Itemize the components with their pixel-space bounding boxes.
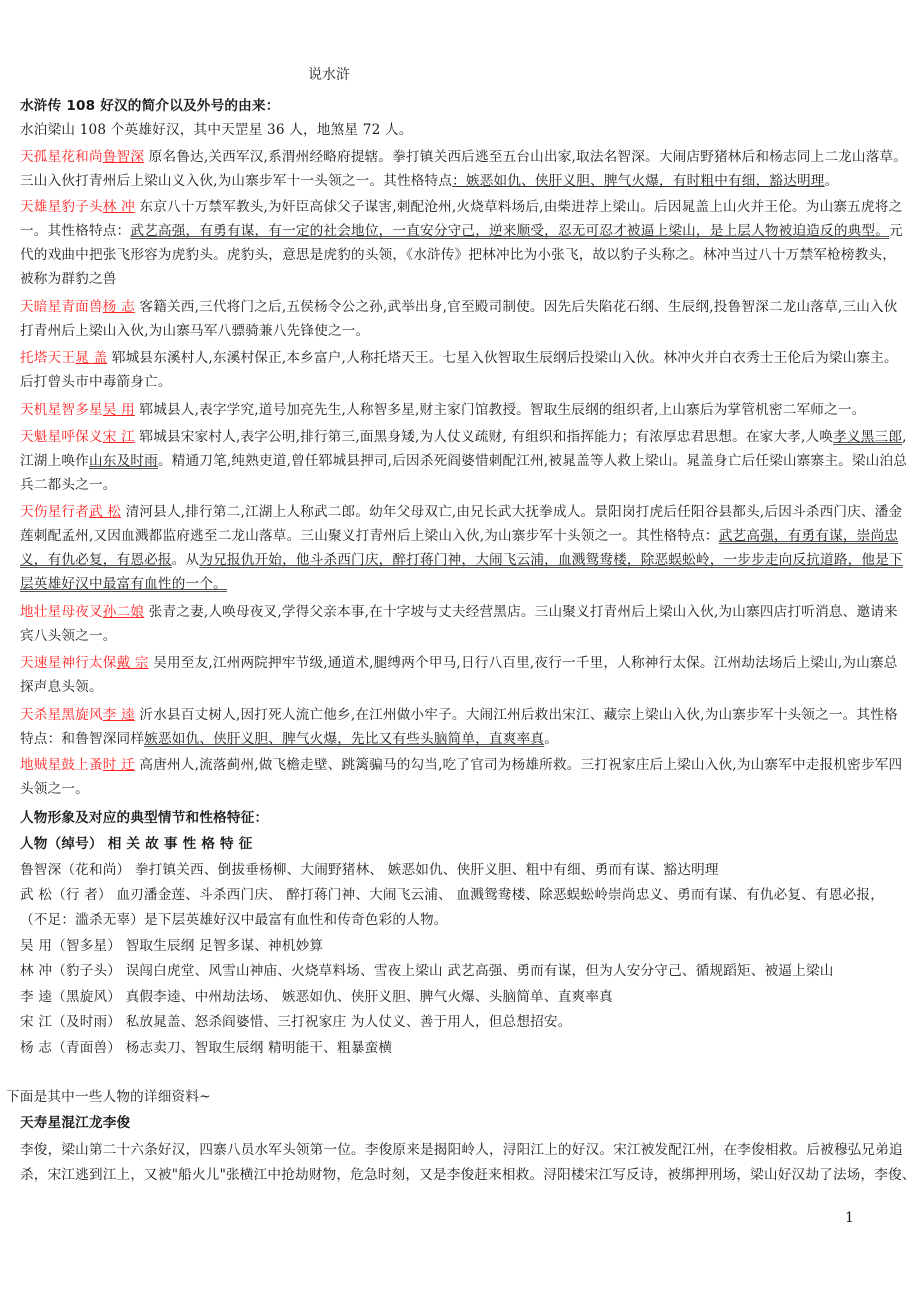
hero-line: 头领之一。 (20, 781, 89, 797)
traits-row: 杨 志（青面兽） 杨志卖刀、智取生辰纲 精明能干、粗暴蛮横 (20, 1040, 393, 1056)
hero-line (20, 575, 227, 593)
hero-text: 东京八十万禁军教头,为奸臣高俅父子谋害,刺配沧州,火烧草料场后,由柴进荐上梁山。后因晁盖上山火并王伦。为山寨五虎将之 (134, 199, 903, 215)
hero-text: 特点：和鲁智深同样 (20, 731, 145, 747)
hero-title: 天雄星豹子头 (20, 199, 103, 215)
hero-name: 宋 江 (102, 429, 135, 445)
hero-line (20, 730, 558, 748)
page-number: 1 (845, 1210, 854, 1226)
hero-text: 。从 (171, 552, 200, 568)
hero-title: 地壮星母夜叉 (20, 604, 103, 620)
hero-text: 郓城县宋家村人,表字公明,排行第三,面黑身矮,为人仗义疏财, 有组织和指挥能力；有浓厚忠君思想。在家大孝,人唤 (134, 429, 834, 445)
details-intro: 下面是其中一些人物的详细资料~ (6, 1089, 211, 1105)
hero-text: 郓城县东溪村人,东溪村保正,本乡富户,人称托塔天王。七星入伙智取生辰纲后投梁山入伙。林冲火并白衣秀士王伦后为梁山寨主。 (107, 350, 898, 366)
hero-nickname: 孝义黑三郎 (833, 429, 903, 445)
hero-traits: 嫉恶如仇、侠肝义胆、脾气火爆，先比又有些头脑简单，直爽率真 (144, 731, 545, 747)
hero-text: 元 (889, 223, 903, 239)
hero-line (20, 401, 865, 419)
hero-story: 为兄报仇开始，他斗杀西门庆，醉打蒋门神，大闹飞云浦，血溅鸳鸯楼，除恶蜈蚣岭，一步步走向反抗道路，他是下 (199, 552, 903, 568)
hero-text: , (902, 429, 907, 445)
traits-row: （不足：滥杀无辜）是下层英雄好汉中最富有血性和传奇色彩的人物。 (20, 912, 448, 928)
hero-title: 天杀星黑旋风 (20, 707, 103, 723)
hero-title: 天速星神行太保 (20, 655, 117, 671)
hero-line (20, 756, 902, 774)
hero-title: 托塔天王 (20, 350, 76, 366)
hero-title: 地贼星鼓上蚤 (20, 757, 103, 773)
hero-text: 吴用至友,江州两院押牢节级,通道术,腿缚两个甲马,日行八百里,夜行一千里，人称神行太保。江州劫法场后上梁山,为山寨总 (148, 655, 898, 671)
hero-text: 原名鲁达,关西军汉,系渭州经略府提辖。拳打镇关西后逃至五台山出家,取法名智深。大闹店野猪林后和杨志同上二龙山落草。 (144, 149, 908, 165)
hero-traits: 武艺高强，有勇有谋，有一定的社会地位，一直安分守己，逆来顺受，忍无可忍才被逼上梁山，是上层人物被迫造反的典型。 (130, 223, 890, 239)
hero-traits: 武艺高强，有勇有谋，崇尚忠 (718, 528, 899, 544)
traits-row: 吴 用（智多星） 智取生辰纲 足智多谋、神机妙算 (20, 938, 324, 954)
hero-line (20, 654, 898, 672)
hero-line: 后打曾头市中毒箭身亡。 (20, 374, 172, 390)
hero-line (20, 503, 902, 521)
details-line: 李俊，梁山第二十六条好汉，四寨八员水军头领第一位。李俊原来是揭阳岭人，浔阳江上的好汉。宋江被发配江州，在李俊相救。后被穆弘兄弟追 (20, 1142, 903, 1158)
hero-line (20, 706, 898, 724)
hero-text: 沂水县百丈树人,因打死人流亡他乡,在江州做小牢子。大闹江州后救出宋江、藏宗上梁山入伙,为山寨步军十头领之一。其性格 (134, 707, 898, 723)
hero-text: 张青之妻,人唤母夜叉,学得父亲本事,在十字坡与丈夫经营黑店。三山聚义打青州后上梁山入伙,为山寨四店打听消息、邀请来 (144, 604, 898, 620)
hero-title: 天暗星青面兽 (20, 299, 103, 315)
hero-text: 清河县人,排行第二,江湖上人称武二郎。幼年父母双亡,由兄长武大抚拳成人。景阳岗打虎后任阳谷县都头,后因斗杀西门庆、潘金 (121, 504, 903, 520)
traits-row: 鲁智深（花和尚） 拳打镇关西、倒拔垂杨柳、大闹野猪林、 嫉恶如仇、侠肝义胆、粗中有细、勇而有谋、豁达明理 (20, 862, 719, 878)
hero-line (20, 298, 898, 316)
hero-line (20, 428, 907, 446)
hero-traits: 义，有仇必复，有恩必报 (20, 552, 172, 568)
traits-heading: 人物形象及对应的典型情节和性格特征： (20, 810, 269, 826)
hero-line (20, 603, 898, 621)
hero-line (20, 198, 902, 216)
hero-traits: ：嫉恶如仇、侠肝义胆、脾气火爆，有时粗中有细，豁达明理 (452, 173, 825, 189)
hero-line: 打青州后上梁山入伙,为山寨马军八骠骑兼八先锋使之一。 (20, 323, 370, 339)
hero-line: 被称为群豹之兽 (20, 271, 117, 287)
hero-name: 鲁智深 (102, 149, 145, 165)
hero-story: 层英雄好汉中最富有血性的一个。 (20, 576, 227, 592)
intro-summary: 水泊梁山 108 个英雄好汉，其中天罡星 36 人，地煞星 72 人。 (20, 122, 413, 138)
traits-row: 林 冲（豹子头） 误闯白虎堂、风雪山神庙、火烧草料场、雪夜上梁山 武艺高强、勇而有谋，但为人安分守己、循规蹈矩、被逼上梁山 (20, 963, 834, 979)
traits-row: 宋 江（及时雨） 私放晁盖、怒杀阎婆惜、三打祝家庄 为人仗义、善于用人，但总想招安。 (20, 1014, 572, 1030)
hero-line (20, 172, 838, 190)
hero-line: 探声息头领。 (20, 679, 103, 695)
hero-title: 天魁星呼保义 (20, 429, 103, 445)
hero-line: 宾八头领之一。 (20, 628, 117, 644)
hero-text: 。 (544, 731, 558, 747)
hero-text: 一。其性格特点： (20, 223, 131, 239)
hero-text: 高唐州人,流落蓟州,做飞檐走壁、跳篱骗马的勾当,吃了官司为杨雄所救。三打祝家庄后上梁山入伙,为山寨军中走报机密步军四 (134, 757, 903, 773)
document-title: 说水浒 (308, 67, 350, 83)
hero-line (20, 551, 903, 569)
hero-line (20, 527, 898, 545)
hero-text: 江湖上唤作 (20, 453, 89, 469)
traits-row: 李 逵（黑旋风） 真假李逵、中州劫法场、 嫉恶如仇、侠肝义胆、脾气火爆、头脑简单、直爽率真 (20, 989, 613, 1005)
hero-name: 吴 用 (102, 402, 135, 418)
hero-line (20, 452, 907, 470)
hero-line (20, 148, 907, 166)
hero-text: 客籍关西,三代将门之后,五侯杨令公之孙,武举出身,官至殿司制使。因先后失陷花石纲、生辰纲,投鲁智深二龙山落草,三山入伙 (134, 299, 898, 315)
hero-line (20, 349, 898, 367)
hero-text: 。精通刀笔,纯熟吏道,曾任郓城县押司,后因杀死阎婆惜刺配江州,被晁盖等人救上梁山。晁盖身亡后任梁山寨寨主。梁山泊总 (157, 453, 908, 469)
hero-name: 李 逵 (102, 707, 135, 723)
traits-row: 武 松（行 者） 血刃潘金莲、斗杀西门庆、 醉打蒋门神、大闹飞云浦、 血溅鸳鸯楼、除恶蜈蚣岭崇尚忠义、勇而有谋、有仇必复、有恩必报， (20, 887, 885, 903)
details-line: 杀，宋江逃到江上，又被"船火儿"张横江中抢劫财物，危急时刻，又是李俊赶来相救。浔阳楼宋江写反诗，被绑押刑场，梁山好汉劫了法场，李俊、 (20, 1167, 916, 1183)
hero-text: 三山入伙打青州后上梁山义入伙,为山寨步军十一头领之一。其性格特点 (20, 173, 453, 189)
traits-columns-header: 人物（绰号） 相 关 故 事 性 格 特 征 (20, 836, 253, 852)
hero-nickname: 山东及时雨 (88, 453, 158, 469)
hero-line (20, 222, 903, 240)
hero-name: 戴 宗 (116, 655, 149, 671)
hero-name: 晁 盖 (75, 350, 108, 366)
hero-title: 天伤星行者 (20, 504, 89, 520)
hero-line: 代的戏曲中把张飞形容为虎豹头。虎豹头，意思是虎豹的头领，《水浒传》把林冲比为小张飞，故以豹子头称之。林冲当过八十万禁军枪榜教头， (20, 247, 896, 263)
details-subheading: 天寿星混江龙李俊 (20, 1115, 131, 1131)
intro-heading: 水浒传 108 好汉的简介以及外号的由来： (20, 98, 280, 114)
hero-name: 时 迁 (102, 757, 135, 773)
hero-text: 。 (824, 173, 839, 189)
hero-name: 林 冲 (102, 199, 135, 215)
hero-title: 天孤星花和尚 (20, 149, 103, 165)
hero-name: 武 松 (88, 504, 122, 520)
hero-title: 天机星智多星 (20, 402, 103, 418)
hero-line: 兵二都头之一。 (20, 477, 117, 493)
hero-text: 莲刺配孟州,又因血溅都监府逃至二龙山落草。三山聚义打青州后上梁山入伙,为山寨步军十头领之一。其性格特点： (20, 528, 719, 544)
hero-name: 孙二娘 (102, 604, 145, 620)
hero-name: 杨 志 (102, 299, 135, 315)
hero-text: 郓城县人,表字学究,道号加亮先生,人称智多星,财主家门馆教授。智取生辰纲的组织者,上山寨后为掌管机密二军师之一。 (134, 402, 866, 418)
